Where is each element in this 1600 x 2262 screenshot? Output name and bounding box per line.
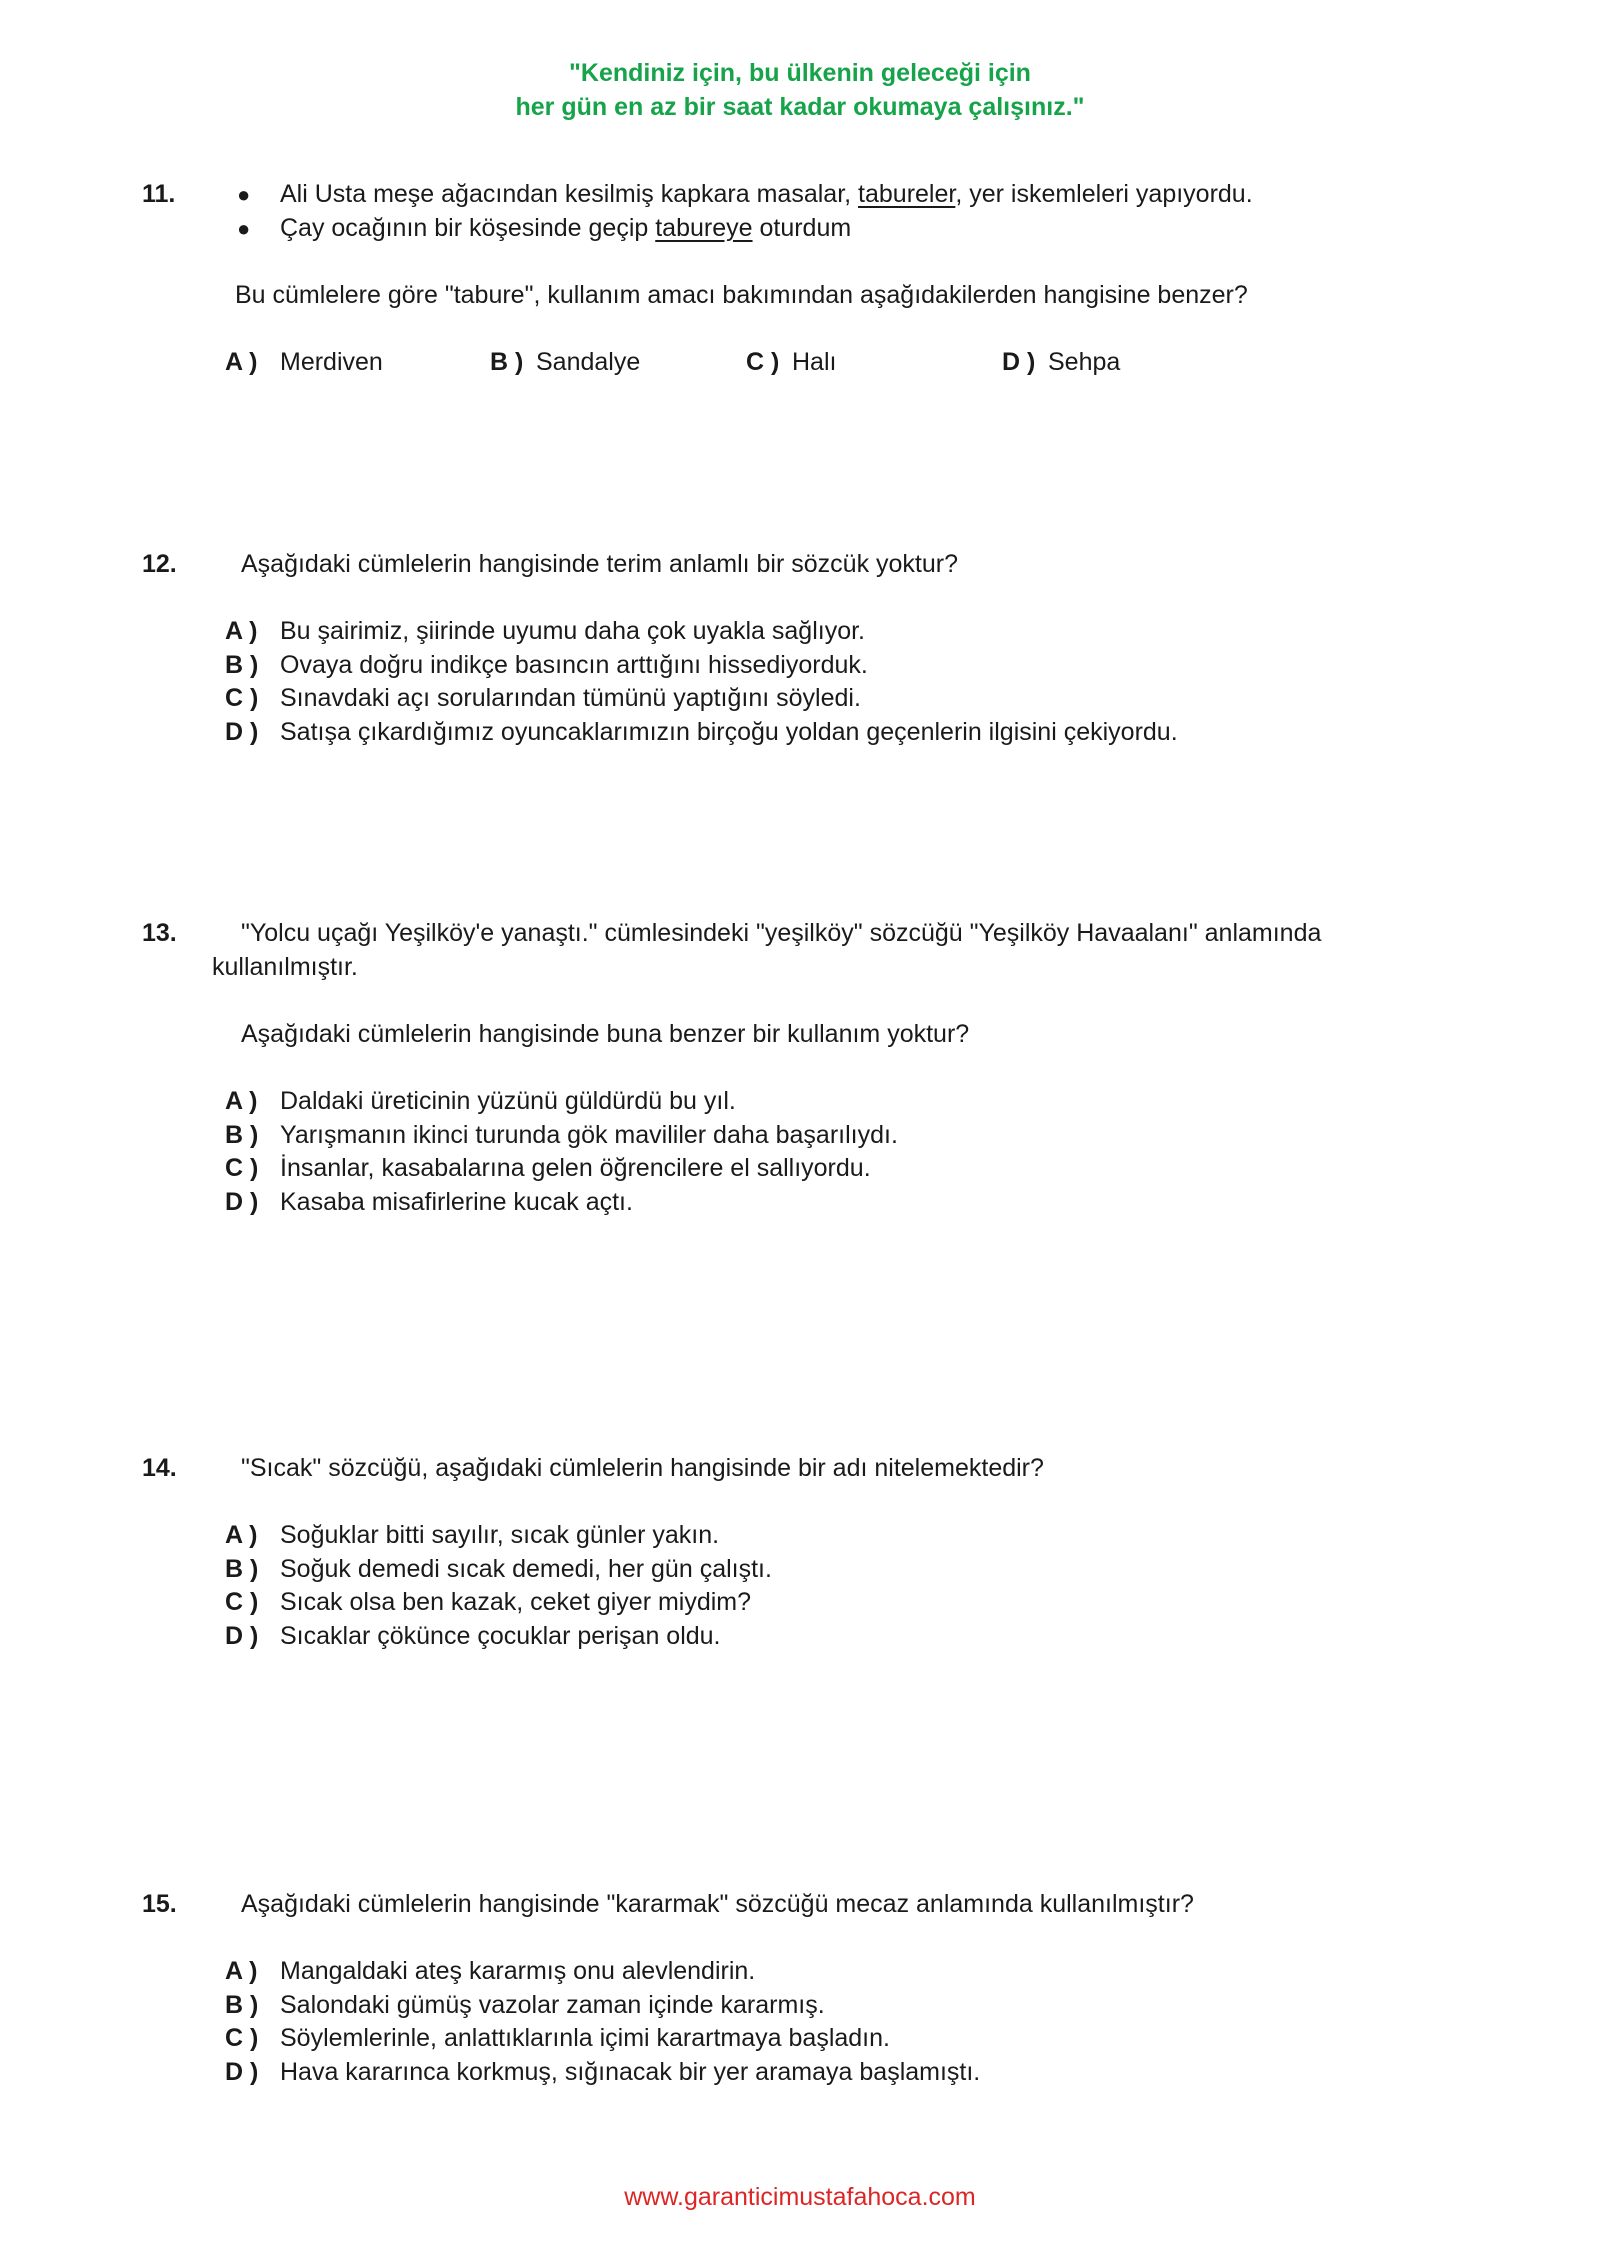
option-d[interactable]: D ) Kasaba misafirlerine kucak açtı. (225, 1188, 633, 1216)
option-a[interactable]: A ) Mangaldaki ateş kararmış onu alevlendirin. (225, 1957, 756, 1985)
option-c[interactable]: C ) Sınavdaki açı sorularından tümünü yaptığını söyledi. (225, 684, 861, 712)
option-c[interactable]: C ) Halı (746, 348, 837, 376)
bullet-sentence-1: Ali Usta meşe ağacından kesilmiş kapkara masalar, tabureler, yer iskemleleri yapıyordu. (280, 180, 1253, 208)
question-number: 13. (142, 919, 177, 947)
option-a[interactable]: A ) Soğuklar bitti sayılır, sıcak günler yakın. (225, 1521, 720, 1549)
bullet-sentence-2: Çay ocağının bir köşesinde geçip tabureye oturdum (280, 214, 852, 242)
option-c[interactable]: C ) İnsanlar, kasabalarına gelen öğrencilere el sallıyordu. (225, 1154, 871, 1182)
motto-header (0, 56, 1600, 124)
underlined-word: tabureye (655, 214, 753, 242)
option-d[interactable]: D ) Satışa çıkardığımız oyuncaklarımızın birçoğu yoldan geçenlerin ilgisini çekiyordu. (225, 718, 1178, 746)
motto-line-2: her gün en az bir saat kadar okumaya çalışınız." (515, 93, 1085, 121)
question-number: 14. (142, 1454, 177, 1482)
option-a[interactable]: A ) Daldaki üreticinin yüzünü güldürdü bu yıl. (225, 1087, 736, 1115)
option-a[interactable]: A ) Merdiven (225, 348, 383, 376)
underlined-word: tabureler (858, 180, 956, 208)
footer-website-link[interactable]: www.garanticimustafahoca.com (624, 2183, 976, 2211)
option-b[interactable]: B ) Ovaya doğru indikçe basıncın arttığını hissediyorduk. (225, 651, 868, 679)
bullet-icon: ● (237, 182, 251, 207)
option-d[interactable]: D ) Sıcaklar çökünce çocuklar perişan oldu. (225, 1622, 721, 1650)
question-stem: Aşağıdaki cümlelerin hangisinde terim anlamlı bir sözcük yoktur? (241, 550, 958, 578)
question-stem: Aşağıdaki cümlelerin hangisinde buna benzer bir kullanım yoktur? (241, 1020, 970, 1048)
option-c[interactable]: C ) Sıcak olsa ben kazak, ceket giyer miydim? (225, 1588, 752, 1616)
question-intro-line-1: "Yolcu uçağı Yeşilköy'e yanaştı." cümlesindeki "yeşilköy" sözcüğü "Yeşilköy Havaalanı" anlamında (241, 919, 1322, 947)
option-c[interactable]: C ) Söylemlerinle, anlattıklarınla içimi karartmaya başladın. (225, 2024, 890, 2052)
question-stem: Aşağıdaki cümlelerin hangisinde "kararmak" sözcüğü mecaz anlamında kullanılmıştır? (241, 1890, 1194, 1918)
question-stem: Bu cümlelere göre "tabure", kullanım amacı bakımından aşağıdakilerden hangisine benzer? (235, 281, 1248, 309)
question-intro-line-2: kullanılmıştır. (212, 953, 358, 981)
option-a[interactable]: A ) Bu şairimiz, şiirinde uyumu daha çok uyakla sağlıyor. (225, 617, 865, 645)
question-number: 15. (142, 1890, 177, 1918)
question-stem: "Sıcak" sözcüğü, aşağıdaki cümlelerin hangisinde bir adı nitelemektedir? (241, 1454, 1044, 1482)
option-b[interactable]: B ) Sandalye (490, 348, 641, 376)
option-b[interactable]: B ) Salondaki gümüş vazolar zaman içinde kararmış. (225, 1991, 825, 2019)
option-d[interactable]: D ) Sehpa (1002, 348, 1121, 376)
option-b[interactable]: B ) Soğuk demedi sıcak demedi, her gün çalıştı. (225, 1555, 772, 1583)
motto-line-1: "Kendiniz için, bu ülkenin geleceği için (569, 59, 1031, 87)
question-number: 11. (142, 180, 176, 208)
option-b[interactable]: B ) Yarışmanın ikinci turunda gök mavililer daha başarılıydı. (225, 1121, 898, 1149)
option-d[interactable]: D ) Hava kararınca korkmuş, sığınacak bir yer aramaya başlamıştı. (225, 2058, 981, 2086)
bullet-icon: ● (237, 216, 251, 241)
question-number: 12. (142, 550, 177, 578)
